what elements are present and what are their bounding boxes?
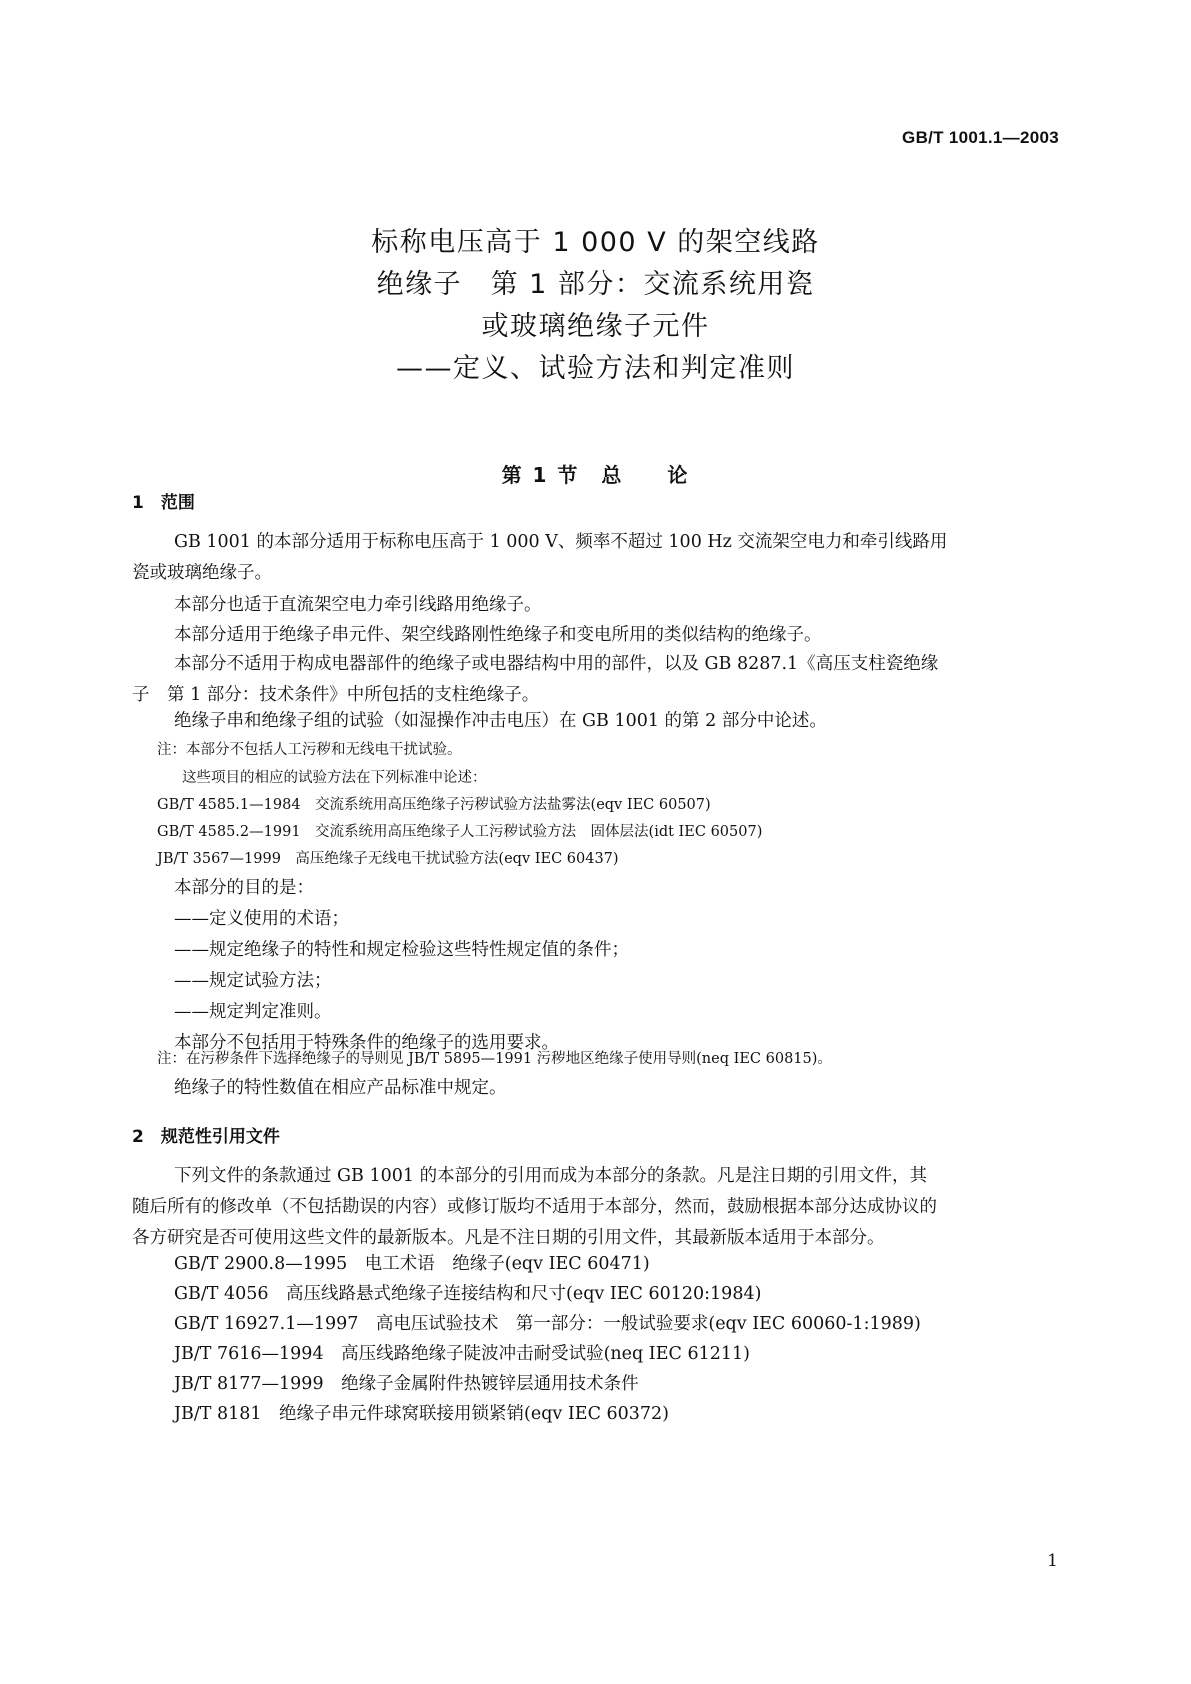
note: 注：在污秽条件下选择绝缘子的导则见 JB/T 5895—1991 污秽地区绝缘子使用导则(neq IEC 60815)。 bbox=[157, 1051, 832, 1067]
text-line: GB 1001 的本部分适用于标称电压高于 1 000 V、频率不超过 100 Hz 交流架空电力和牵引线路用 bbox=[174, 532, 948, 552]
list-item: ——规定试验方法； bbox=[174, 971, 332, 991]
list-item: ——规定绝缘子的特性和规定检验这些特性规定值的条件； bbox=[174, 940, 629, 960]
text-line: 本部分不适用于构成电器部件的绝缘子或电器结构中用的部件，以及 GB 8287.1《高压支柱瓷绝缘 bbox=[174, 654, 939, 674]
note: 注：本部分不包括人工污秽和无线电干扰试验。 bbox=[157, 742, 462, 758]
text-line: 本部分也适于直流架空电力牵引线路用绝缘子。 bbox=[174, 595, 542, 615]
clause-2-heading: 2 规范性引用文件 bbox=[132, 1127, 280, 1147]
text-line: 下列文件的条款通过 GB 1001 的本部分的引用而成为本部分的条款。凡是注日期的引用文件，其 bbox=[174, 1166, 928, 1186]
title-line: ——定义、试验方法和判定准则 bbox=[396, 353, 795, 384]
clause-1-paragraph bbox=[132, 1073, 1062, 1104]
text-line: 本部分适用于绝缘子串元件、架空线路刚性绝缘子和变电所用的类似结构的绝缘子。 bbox=[174, 625, 822, 645]
title-line: 绝缘子 第 1 部分：交流系统用瓷 bbox=[376, 269, 815, 300]
text-line: 随后所有的修改单（不包括勘误的内容）或修订版均不适用于本部分，然而，鼓励根据本部分达成协议的 bbox=[132, 1197, 937, 1217]
list-item: ——定义使用的术语； bbox=[174, 909, 349, 929]
list-item: ——规定判定准则。 bbox=[174, 1002, 332, 1022]
section-title: 第 1 节 总 论 bbox=[501, 463, 690, 487]
text-line: 本部分的目的是： bbox=[174, 878, 314, 898]
reference-item: JB/T 8177—1999 绝缘子金属附件热镀锌层通用技术条件 bbox=[174, 1374, 639, 1394]
clause-1-paragraph bbox=[132, 620, 1062, 651]
note-continuation: 这些项目的相应的试验方法在下列标准中论述： bbox=[182, 770, 487, 786]
reference-item: GB/T 4056 高压线路悬式绝缘子连接结构和尺寸(eqv IEC 60120:1984) bbox=[174, 1284, 762, 1304]
reference-item: GB/T 2900.8—1995 电工术语 绝缘子(eqv IEC 60471) bbox=[174, 1254, 650, 1274]
text-line: 绝缘子的特性数值在相应产品标准中规定。 bbox=[174, 1078, 507, 1098]
reference-item: JB/T 8181 绝缘子串元件球窝联接用锁紧销(eqv IEC 60372) bbox=[174, 1404, 670, 1424]
clause-1-paragraph bbox=[132, 527, 1062, 589]
clause-1-paragraph bbox=[132, 590, 1062, 621]
standard-number: GB/T 1001.1—2003 bbox=[902, 128, 1059, 147]
clause-1-paragraph bbox=[132, 649, 1062, 711]
text-line: 本部分不包括用于特殊条件的绝缘子的选用要求。 bbox=[174, 1033, 559, 1053]
note-reference: GB/T 4585.1—1984 交流系统用高压绝缘子污秽试验方法盐雾法(eqv IEC 60507) bbox=[157, 797, 711, 813]
text-line: 子 第 1 部分：技术条件》中所包括的支柱绝缘子。 bbox=[132, 685, 540, 705]
text-line: 瓷或玻璃绝缘子。 bbox=[132, 563, 272, 583]
text-line: 各方研究是否可使用这些文件的最新版本。凡是不注日期的引用文件，其最新版本适用于本部分。 bbox=[132, 1228, 885, 1248]
document-title bbox=[0, 222, 1191, 390]
reference-item: GB/T 16927.1—1997 高电压试验技术 第一部分：一般试验要求(eqv IEC 60060-1:1989) bbox=[174, 1314, 921, 1334]
clause-1-paragraph bbox=[132, 706, 1062, 737]
reference-item: JB/T 7616—1994 高压线路绝缘子陡波冲击耐受试验(neq IEC 61211) bbox=[174, 1344, 750, 1364]
title-line: 标称电压高于 1 000 V 的架空线路 bbox=[371, 227, 820, 258]
note-reference: JB/T 3567—1999 高压绝缘子无线电干扰试验方法(eqv IEC 60437) bbox=[157, 851, 619, 867]
clause-1-heading: 1 范围 bbox=[132, 493, 195, 513]
text-line: 绝缘子串和绝缘子组的试验（如湿操作冲击电压）在 GB 1001 的第 2 部分中论述。 bbox=[174, 711, 827, 731]
purpose-list bbox=[132, 873, 1062, 1059]
clause-2-intro bbox=[132, 1161, 1062, 1254]
title-line: 或玻璃绝缘子元件 bbox=[481, 311, 710, 342]
page-number: 1 bbox=[1047, 1551, 1058, 1571]
note-reference: GB/T 4585.2—1991 交流系统用高压绝缘子人工污秽试验方法 固体层法(idt IEC 60507) bbox=[157, 824, 763, 840]
